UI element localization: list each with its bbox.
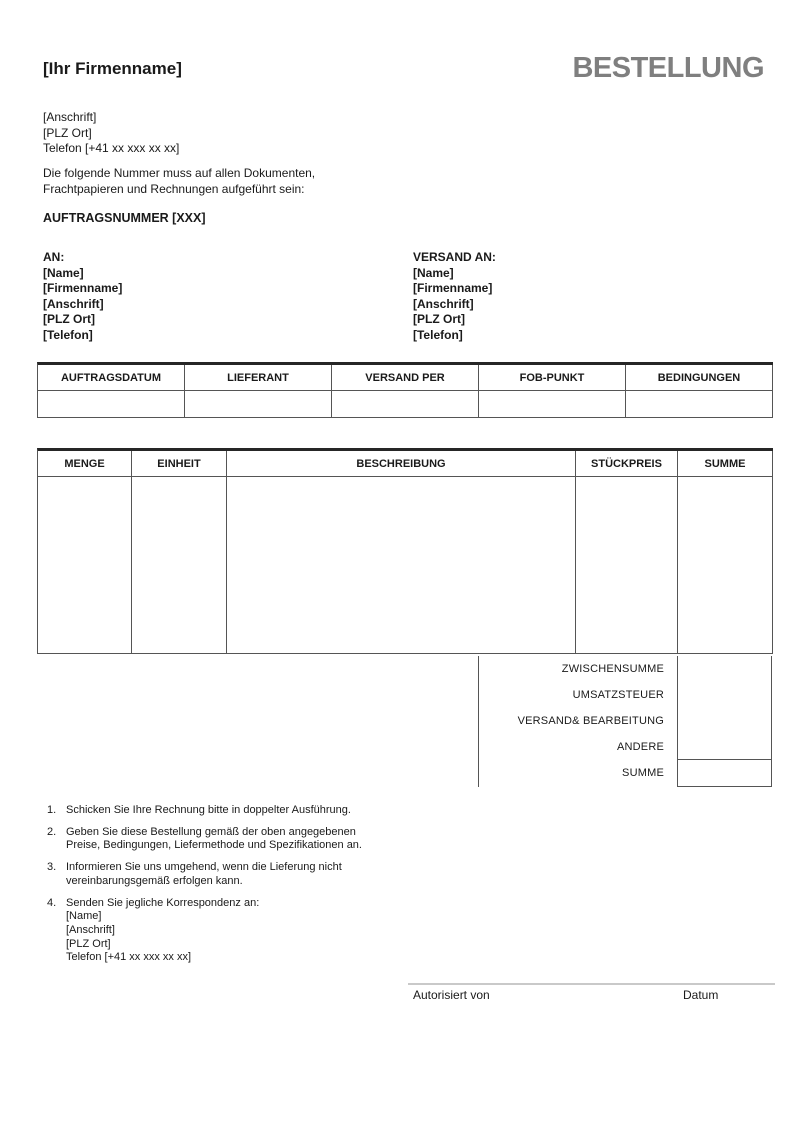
instruction-line: vereinbarungsgemäß erfolgen kann. xyxy=(66,874,243,887)
company-phone-line: Telefon [+41 xx xxx xx xx] xyxy=(43,141,180,155)
column-header-stueckpreis: STÜCKPREIS xyxy=(576,451,678,477)
order-info-table xyxy=(37,362,773,418)
recipient-to-block xyxy=(43,250,122,344)
document-title: BESTELLUNG xyxy=(572,52,764,84)
recipient-line: [Anschrift] xyxy=(43,296,104,311)
correspondence-line: [Name] xyxy=(66,910,102,923)
order-info-input-cell[interactable] xyxy=(185,391,332,418)
summe-amount-field[interactable] xyxy=(677,760,772,787)
instruction-line: Senden Sie jegliche Korrespondenz an: xyxy=(66,896,260,909)
note-line: Frachtpapieren und Rechnungen aufgeführt sein: xyxy=(43,182,305,196)
instruction-number: 4. xyxy=(47,896,57,909)
signature-line[interactable] xyxy=(408,983,775,985)
instruction-text xyxy=(66,897,487,966)
column-header-beschreibung: BESCHREIBUNG xyxy=(227,451,576,477)
column-header-einheit: EINHEIT xyxy=(132,451,227,477)
document-note xyxy=(43,165,315,197)
instruction-text xyxy=(66,826,487,853)
authorized-by-label: Autorisiert von xyxy=(413,988,490,1002)
date-label: Datum xyxy=(683,988,719,1002)
totals-amounts-field[interactable] xyxy=(677,656,772,760)
recipient-line: [PLZ Ort] xyxy=(413,312,465,327)
column-header-versand-per: VERSAND PER xyxy=(332,365,479,391)
items-header-row xyxy=(38,451,773,477)
order-info-input-cell[interactable] xyxy=(332,391,479,418)
company-address-line: [PLZ Ort] xyxy=(43,125,92,140)
order-info-input-row xyxy=(38,391,773,418)
order-info-header-row xyxy=(38,365,773,391)
column-header-auftragsdatum: AUFTRAGSDATUM xyxy=(38,365,185,391)
instruction-number: 2. xyxy=(47,825,57,838)
instruction-line: Informieren Sie uns umgehend, wenn die Lieferung nicht xyxy=(66,861,342,874)
column-header-fob-punkt: FOB-PUNKT xyxy=(479,365,626,391)
company-address-block xyxy=(43,110,179,157)
instructions-list xyxy=(47,804,487,973)
company-address-line: [Anschrift] xyxy=(43,110,97,124)
instruction-text xyxy=(66,861,487,888)
recipient-line: [Name] xyxy=(43,265,84,280)
instruction-item xyxy=(47,826,487,853)
recipient-line: [Anschrift] xyxy=(413,296,474,311)
company-name: [Ihr Firmenname] xyxy=(43,59,182,78)
items-table xyxy=(37,448,773,654)
totals-label-zwischensumme: ZWISCHENSUMME xyxy=(561,663,664,675)
ship-to-block xyxy=(413,250,496,344)
column-header-summe: SUMME xyxy=(678,451,773,477)
order-number: AUFTRAGSNUMMER [XXX] xyxy=(43,211,206,225)
instruction-text xyxy=(66,804,487,818)
totals-label-summe: SUMME xyxy=(622,767,664,779)
ship-to-label: VERSAND AN: xyxy=(413,250,496,264)
correspondence-line: [Anschrift] xyxy=(66,923,115,936)
totals-labels xyxy=(479,656,677,786)
note-line: Die folgende Nummer muss auf allen Dokumenten, xyxy=(43,166,316,180)
order-info-input-cell[interactable] xyxy=(626,391,773,418)
items-input-cell-stueckpreis[interactable] xyxy=(576,477,678,654)
items-input-cell-einheit[interactable] xyxy=(132,477,227,654)
recipient-line: [Name] xyxy=(413,265,454,280)
totals-section xyxy=(37,656,773,788)
totals-label-andere: ANDERE xyxy=(616,741,664,753)
correspondence-line: Telefon [+41 xx xxx xx xx] xyxy=(66,951,192,964)
recipient-line: [Firmenname] xyxy=(413,281,493,296)
items-input-row xyxy=(38,477,773,654)
column-header-menge: MENGE xyxy=(38,451,132,477)
instruction-number: 1. xyxy=(47,804,57,816)
instruction-item xyxy=(47,897,487,966)
recipient-line: [PLZ Ort] xyxy=(43,312,95,327)
items-input-cell-menge[interactable] xyxy=(38,477,132,654)
instruction-line: Geben Sie diese Bestellung gemäß der oben angegebenen xyxy=(66,825,356,838)
instruction-line: Schicken Sie Ihre Rechnung bitte in doppelter Ausführung. xyxy=(66,804,351,816)
recipient-to-label: AN: xyxy=(43,250,65,264)
instruction-number: 3. xyxy=(47,861,57,874)
column-header-lieferant: LIEFERANT xyxy=(185,365,332,391)
items-input-cell-summe[interactable] xyxy=(678,477,773,654)
totals-label-umsatzsteuer: UMSATZSTEUER xyxy=(572,689,664,701)
order-info-input-cell[interactable] xyxy=(479,391,626,418)
correspondence-line: [PLZ Ort] xyxy=(66,937,111,950)
instruction-line: Preise, Bedingungen, Liefermethode und Spezifikationen an. xyxy=(66,839,362,852)
instruction-item xyxy=(47,804,487,818)
recipient-line: [Telefon] xyxy=(43,327,93,342)
recipient-line: [Telefon] xyxy=(413,327,463,342)
column-header-bedingungen: BEDINGUNGEN xyxy=(626,365,773,391)
order-info-input-cell[interactable] xyxy=(38,391,185,418)
instruction-item xyxy=(47,861,487,888)
items-input-cell-beschreibung[interactable] xyxy=(227,477,576,654)
recipient-line: [Firmenname] xyxy=(43,281,123,296)
totals-label-versand-bearbeitung: VERSAND& BEARBEITUNG xyxy=(517,715,664,727)
